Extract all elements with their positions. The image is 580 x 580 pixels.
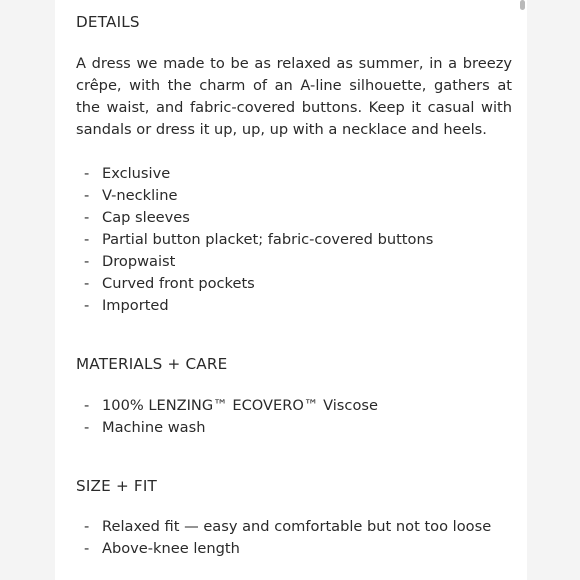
- list-item-text: Machine wash: [102, 419, 206, 436]
- list-item-text: Cap sleeves: [102, 209, 190, 226]
- bullet-dash: -: [84, 419, 90, 436]
- bullet-dash: -: [84, 397, 90, 414]
- bullet-dash: -: [84, 209, 90, 226]
- details-description: A dress we made to be as relaxed as summer, in a breezy crêpe, with the charm of an A-line silhouette, gathers at the waist, and fabric-covered buttons. Keep it casual with sandals or dress it up, up, up with a necklace and heels.: [76, 55, 512, 138]
- list-item-text: V-neckline: [102, 187, 178, 204]
- materials-heading: MATERIALS + CARE: [76, 355, 228, 373]
- list-item-text: Partial button placket; fabric-covered buttons: [102, 231, 434, 248]
- product-details-page: [55, 0, 527, 580]
- list-item-text: Curved front pockets: [102, 275, 255, 292]
- bullet-dash: -: [84, 253, 90, 270]
- list-item-text: Imported: [102, 297, 169, 314]
- scrollbar-thumb[interactable]: [520, 0, 525, 10]
- size-fit-heading: SIZE + FIT: [76, 477, 157, 495]
- bullet-dash: -: [84, 540, 90, 557]
- list-item-text: 100% LENZING™ ECOVERO™ Viscose: [102, 397, 378, 414]
- bullet-dash: -: [84, 518, 90, 535]
- details-heading: DETAILS: [76, 13, 140, 31]
- bullet-dash: -: [84, 275, 90, 292]
- bullet-dash: -: [84, 187, 90, 204]
- bullet-dash: -: [84, 231, 90, 248]
- list-item-text: Exclusive: [102, 165, 171, 182]
- list-item-text: Dropwaist: [102, 253, 176, 270]
- bullet-dash: -: [84, 297, 90, 314]
- list-item-text: Above-knee length: [102, 540, 240, 557]
- bullet-dash: -: [84, 165, 90, 182]
- list-item-text: Relaxed fit — easy and comfortable but not too loose: [102, 518, 492, 535]
